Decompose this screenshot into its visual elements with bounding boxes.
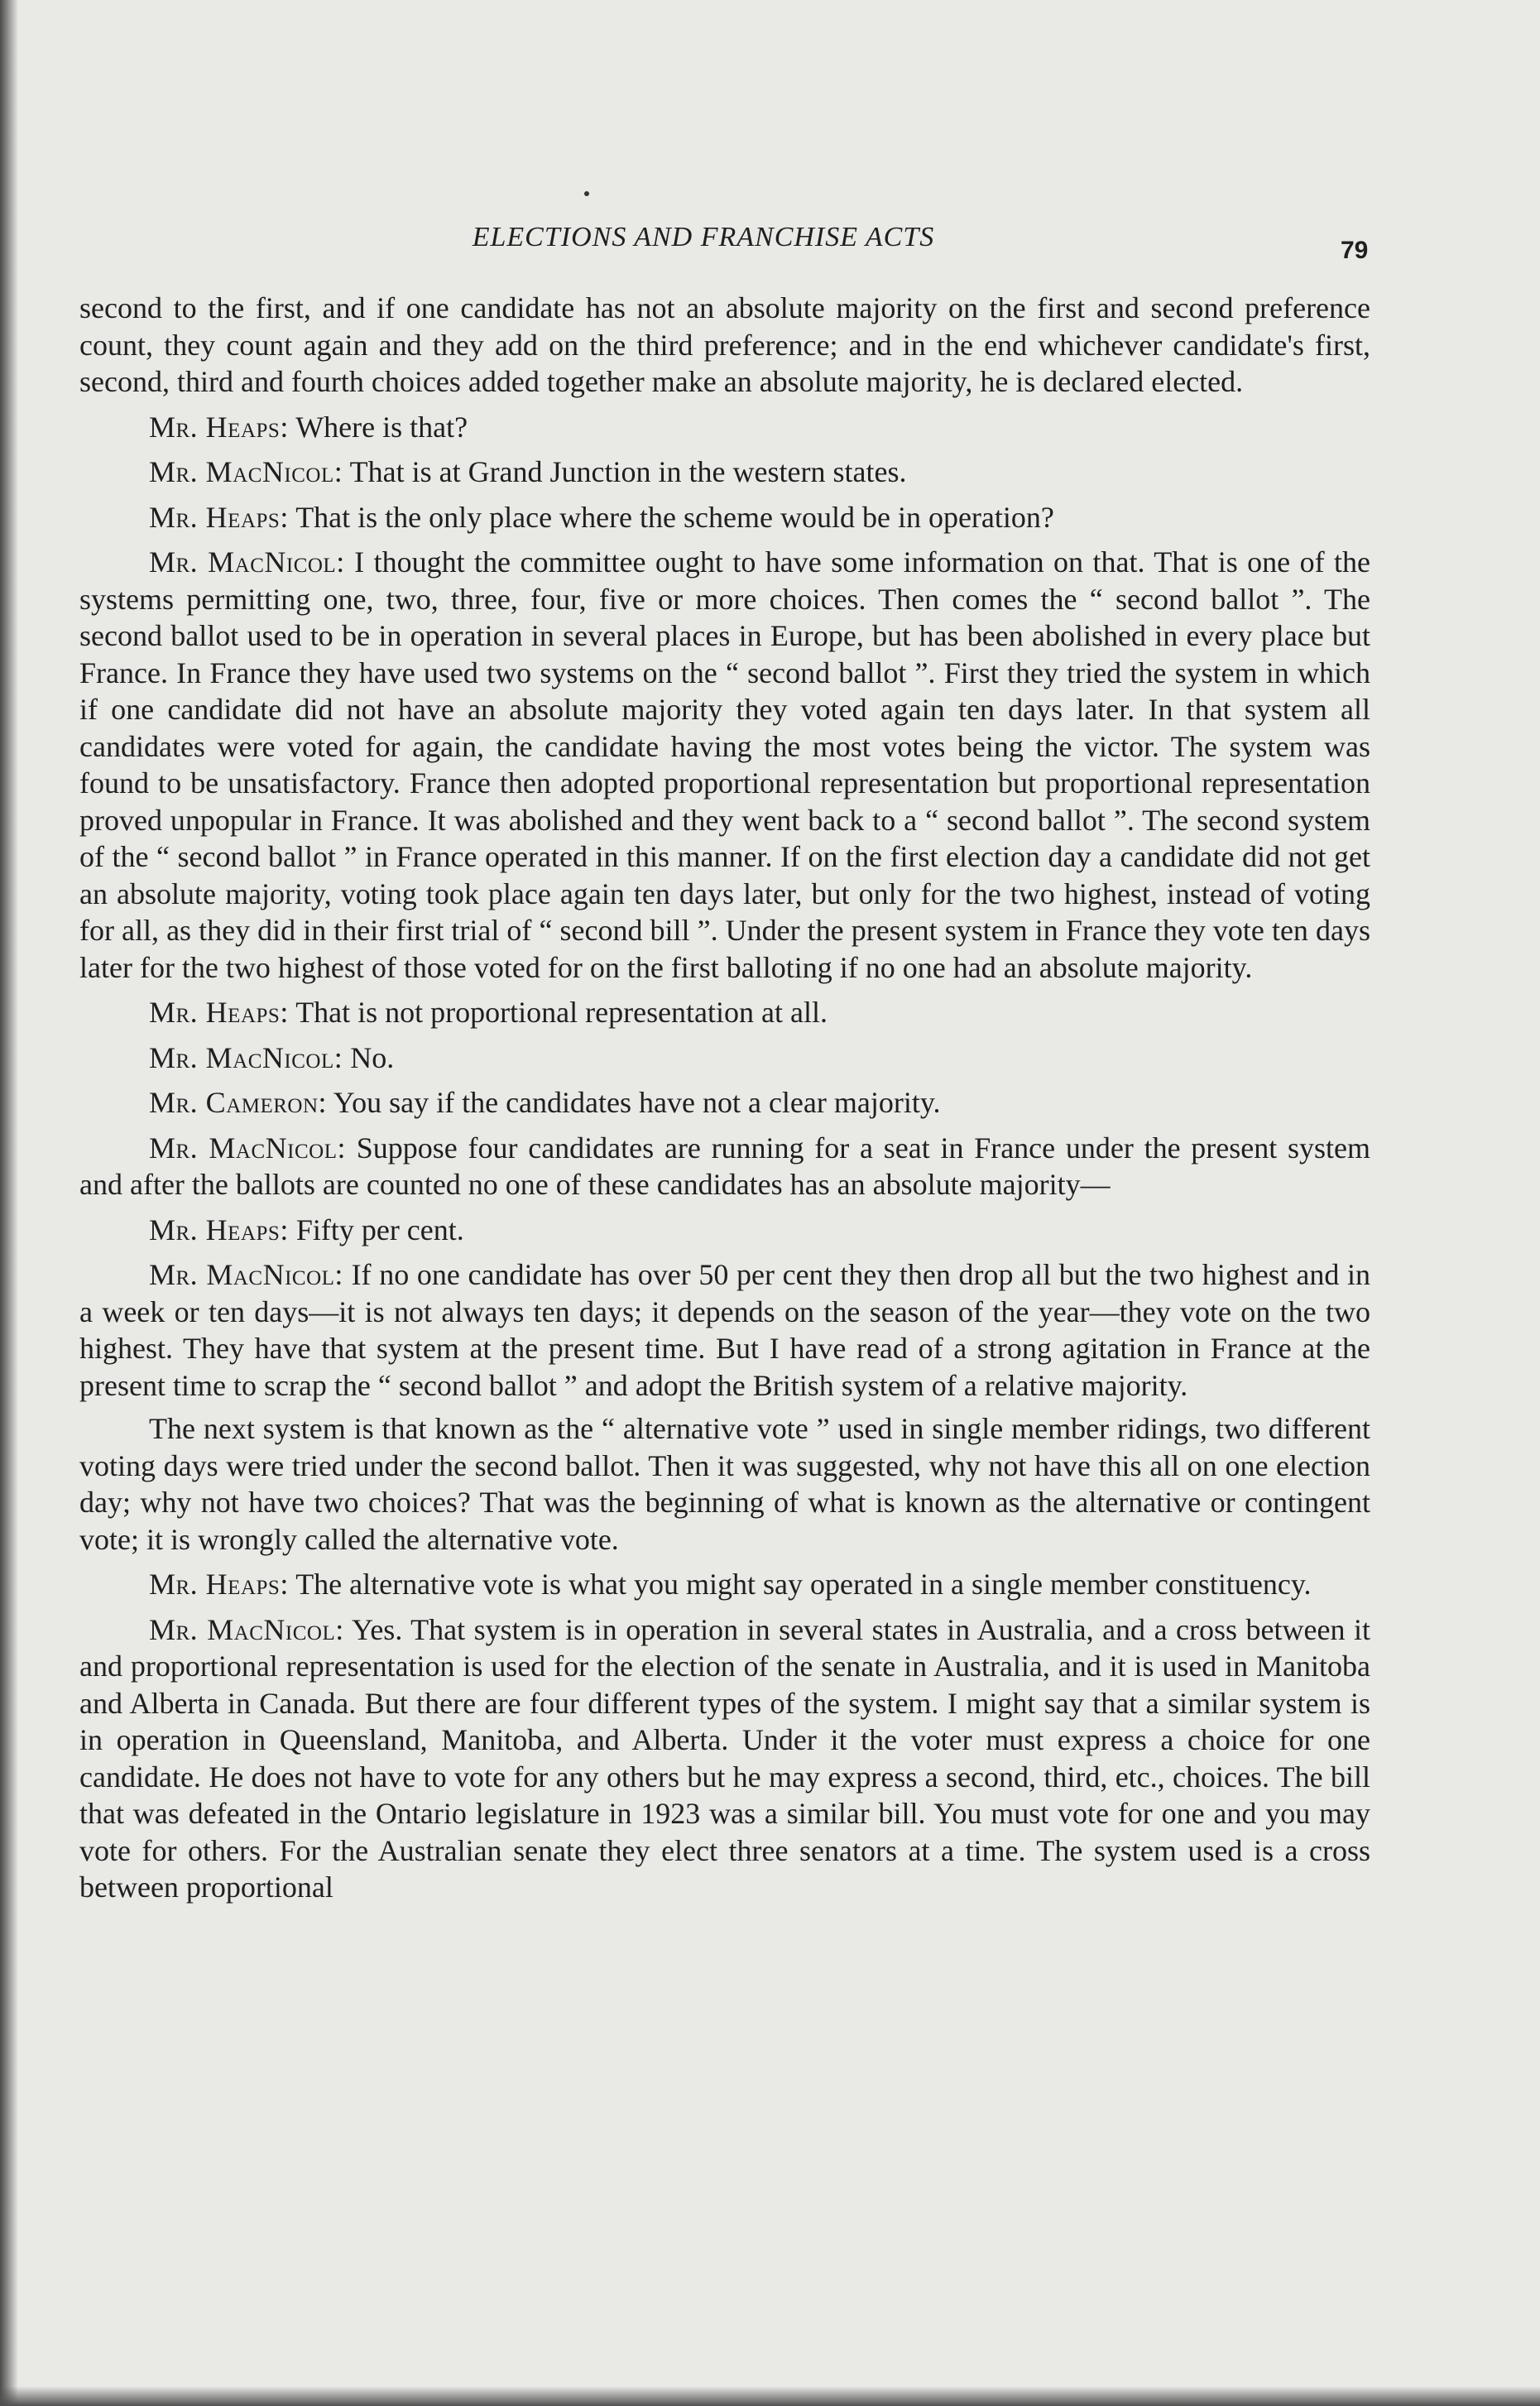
speaker-name: Mr. MacNicol: [149,545,345,579]
paragraph [79,1212,1370,1249]
speaker-name: Mr. Heaps: [149,996,289,1029]
paragraph [79,1084,1370,1121]
speaker-name: Mr. MacNicol: [149,1258,343,1291]
ink-dot [584,191,589,196]
paragraph [79,1410,1370,1558]
running-head: ELECTIONS AND FRANCHISE ACTS [472,222,935,252]
body-text [79,290,1370,1906]
paragraph-text: You say if the candidates have not a clear majority. [333,1086,941,1119]
binding-shadow [0,0,18,2406]
paragraph [79,1566,1370,1603]
paragraph-text: Fifty per cent. [295,1213,464,1246]
paragraph-text: If no one candidate has over 50 per cent they then drop all but the two highest and in a week or ten days—it is not always ten days; it depends on the season of the year—they vote on the two highest. They have that system at the present time. But I have read of a strong agitation in France at the present time to scrap the “ second ballot ” and adopt the British system of a relative majority. [79,1258,1371,1402]
speaker-name: Mr. MacNicol: [149,1131,346,1165]
paragraph-text: The alternative vote is what you might say operated in a single member constituency. [295,1568,1312,1601]
paragraph-text: I thought the committee ought to have some information on that. That is one of the systems permitting one, two, three, four, five or more choices. Then comes the “ second ballot ”. The second ballot used to be in operation in several places in Europe, but has been abolished in every place but France. In France they have used two systems on the “ second ballot ”. First they tried the system in which if one candidate did not have an absolute majority they voted again ten days later. In that system all candidates were voted for again, the candidate having the most votes being the victor. The system was found to be unsatisfactory. France then adopted proportional representation but proportional representation proved unpopular in France. It was abolished and they went back to a “ second ballot ”. The second system of the “ second ballot ” in France operated in this manner. If on the first election day a candidate did not get an absolute majority, voting took place again ten days later, but only for the two highest, instead of voting for all, as they did in their first trial of “ second bill ”. Under the present system in France they vote ten days later for the two highest of those voted for on the first balloting if no one had an absolute majority. [79,545,1371,984]
paragraph-continuation: second to the first, and if one candidate has not an absolute majority on the first and second preference count, they count again and they add on the third preference; and in the end whichever candidate's first, second, third and fourth choices added together make an absolute majority, he is declared elected. [79,291,1370,398]
paragraph-text: That is not proportional representation at all. [295,996,828,1029]
paragraph-text: That is the only place where the scheme would be in operation? [295,500,1054,534]
paragraph [79,454,1370,491]
speaker-name: Mr. Heaps: [149,1568,289,1601]
speaker-name: Mr. Heaps: [149,410,289,444]
paragraph-text: Where is that? [295,410,468,444]
speaker-name: Mr. MacNicol: [149,1040,343,1074]
bottom-edge-shadow [0,2386,1540,2406]
paragraph-text: Suppose four candidates are running for a seat in France under the present system and after the ballots are counted no one of these candidates has an absolute majority— [79,1131,1371,1201]
page-number: 79 [1341,237,1369,264]
speaker-name: Mr. Heaps: [149,1213,289,1246]
paragraph [79,409,1370,446]
paragraph [79,1130,1370,1203]
paragraph-text: No. [350,1040,395,1074]
paragraph-text: That is at Grand Junction in the western states. [349,455,907,488]
speaker-name: Mr. MacNicol: [149,455,343,488]
speaker-name: Mr. Heaps: [149,500,289,534]
paragraph [79,544,1370,986]
speaker-name: Mr. MacNicol: [149,1612,344,1646]
paragraph [79,1040,1370,1077]
paragraph [79,1256,1370,1404]
speaker-name: Mr. Cameron: [149,1086,328,1119]
paragraph-text: The next system is that known as the “ alternative vote ” used in single member ridings, two different voting days were tried under the second ballot. Then it was suggested, why not have this all on one election day; why not have two choices? That was the beginning of what is known as the alternative or contingent vote; it is wrongly called the alternative vote. [79,1412,1370,1556]
paragraph [79,1611,1370,1906]
paragraph [79,994,1370,1031]
paragraph-text: Yes. That system is in operation in several states in Australia, and a cross between it and proportional representation is used for the election of the senate in Australia, and it is used in Manitoba and Alberta in Canada. But there are four different types of the system. I might say that a similar system is in operation in Queensland, Manitoba, and Alberta. Under it the voter must express a choice for one candidate. He does not have to vote for any others but he may express a second, third, etc., choices. The bill that was defeated in the Ontario legislature in 1923 was a similar bill. You must vote for one and you may vote for others. For the Australian senate they elect three senators at a time. The system used is a cross between proportional [79,1612,1370,1904]
paragraph [79,499,1370,536]
